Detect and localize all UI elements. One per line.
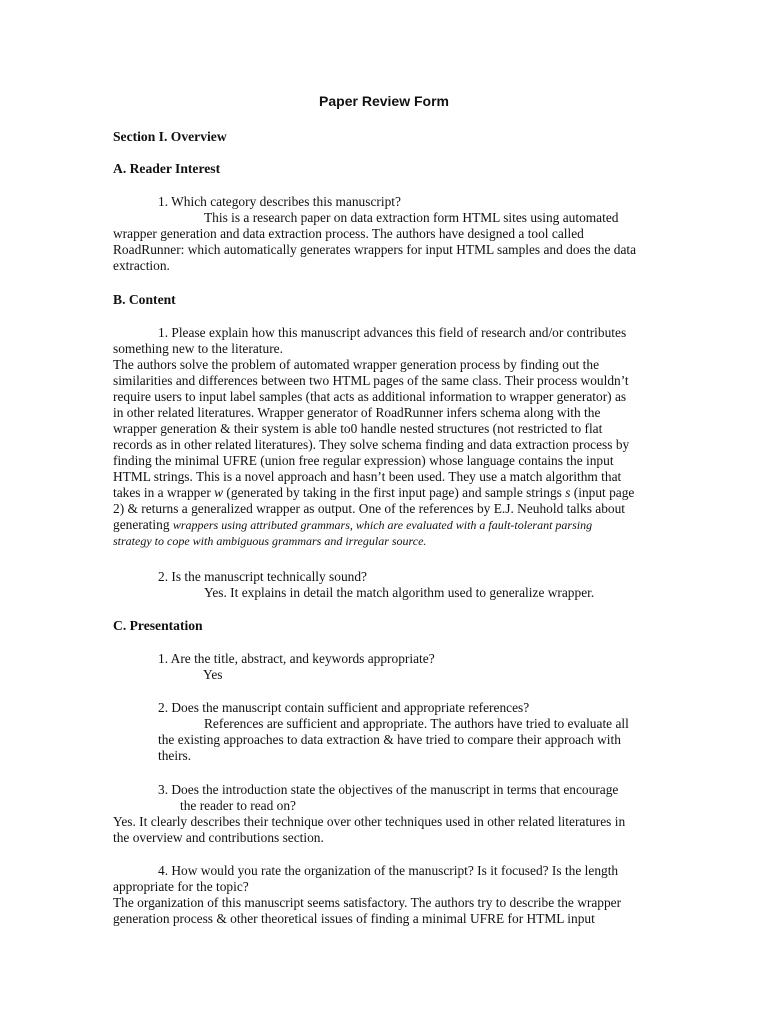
subsection-heading-content: B. Content (113, 292, 176, 307)
question-c4: 4. How would you rate the organization of the manuscript? Is it focused? Is the length appropriate for the topic? (113, 863, 619, 894)
answer-a1: This is a research paper on data extraction form HTML sites using automated wrapper generation and data extraction process. The authors have designed a tool called RoadRunner: which automatically generates wrappers for input HTML samples and does the data extraction. (113, 210, 637, 273)
question-b1: 1. Please explain how this manuscript advances this field of research and/or contributes something new to the literature. (113, 325, 627, 356)
answer-c1: Yes (203, 667, 223, 682)
section-heading: Section I. Overview (113, 129, 227, 144)
answer-b1: The authors solve the problem of automated wrapper generation process by finding out the similarities and differences between two HTML pages of the same class. Their process wouldn’t require users to input label samples (that acts as additional information to wrapper generator) as in other related literatures. Wrapper generator of RoadRunner infers schema along with the wrapper generation & their system is able to0 handle nested structures (not restricted to flat records as in other related literatures). They solve schema finding and data extraction process by finding the minimal UFRE (union free regular expression) whose language contains the input HTML strings. This is a novel approach and hasn’t been used. They use a match algorithm that takes in a wrapper w (generated by taking in the first input page) and sample strings s (input page 2) & returns a generalized wrapper as output. One of the references by E.J. Neuhold talks about generating wrappers using attributed grammars, which are evaluated with a fault-tolerant parsing strategy to cope with ambiguous grammars and irregular source. (113, 357, 635, 548)
subsection-heading-reader-interest: A. Reader Interest (113, 161, 221, 176)
question-b2: 2. Is the manuscript technically sound? Yes. It explains in detail the match algorithm used to generalize wrapper. (158, 569, 595, 600)
page-title: Paper Review Form (319, 93, 449, 109)
question-a1: 1. Which category describes this manuscript? (158, 194, 401, 209)
question-c1: 1. Are the title, abstract, and keywords appropriate? Yes (158, 651, 435, 682)
answer-c3: Yes. It clearly describes their technique over other techniques used in other related literatures in the overview and contributions section. (113, 814, 626, 845)
answer-b2: Yes. It explains in detail the match algorithm used to generalize wrapper. (204, 585, 595, 600)
subsection-heading-presentation: C. Presentation (113, 618, 203, 633)
question-c3: 3. Does the introduction state the objectives of the manuscript in terms that encourage the reader to read on? (158, 782, 619, 813)
answer-c4: The organization of this manuscript seems satisfactory. The authors try to describe the wrapper generation process & other theoretical issues of finding a minimal UFRE for HTML input (113, 895, 622, 926)
question-c2: 2. Does the manuscript contain sufficient and appropriate references? References are sufficient and appropriate. The authors have tried to evaluate all the existing approaches to data extraction & have tried to compare their approach with theirs. (158, 700, 629, 763)
